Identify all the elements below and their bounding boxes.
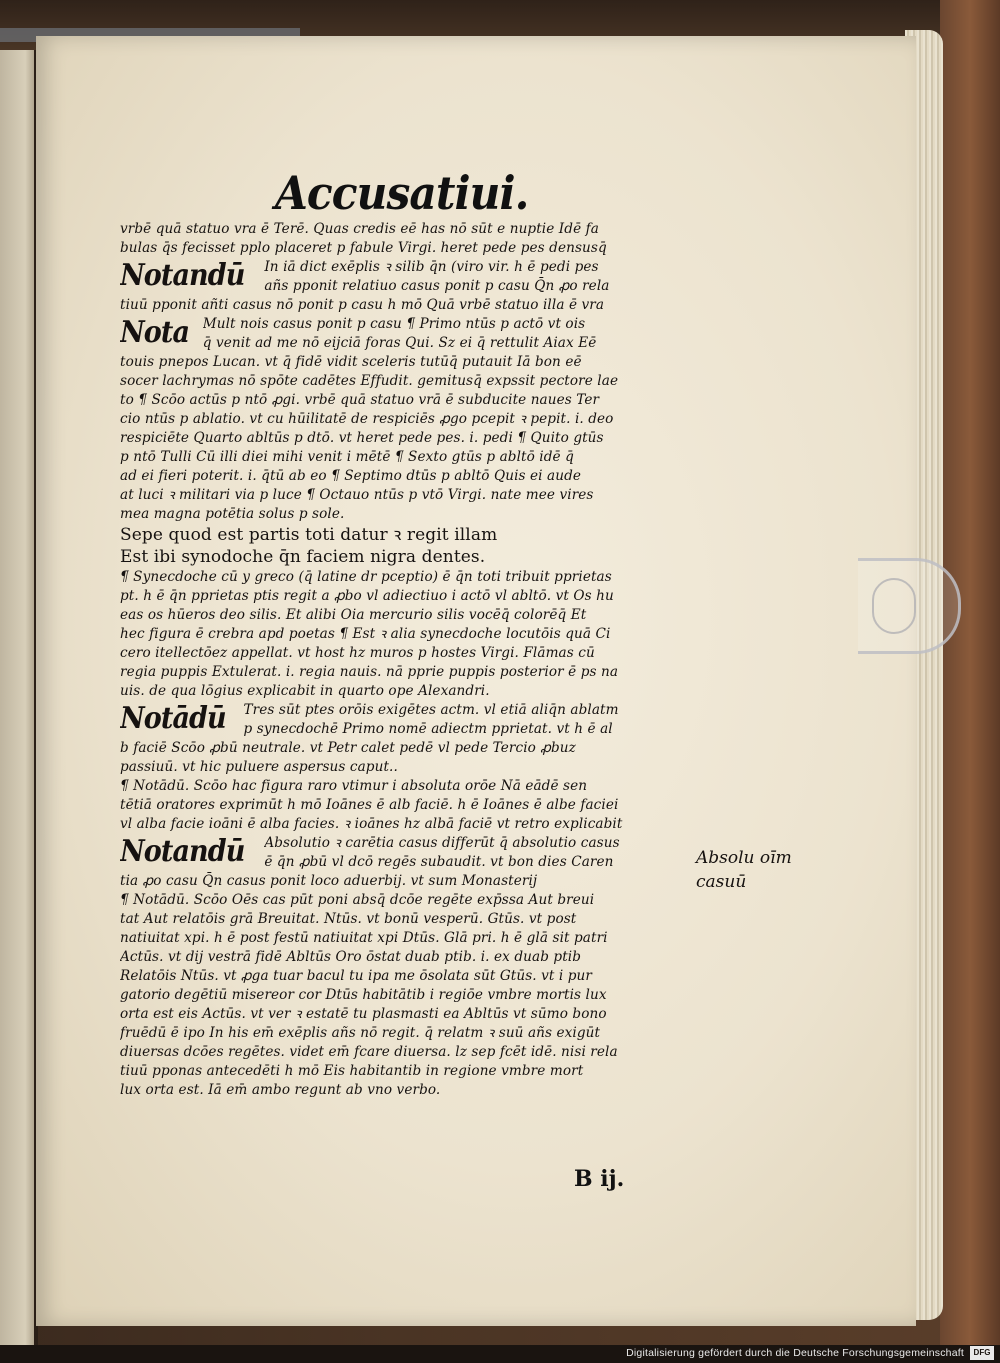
text-line: vl alba facie ioāni ē alba facies. ꝛ ioānes hz albā faciē vt retro explicabit (120, 816, 623, 832)
text-line: Actūs. vt dij vestrā fidē Abltūs Oro ōstat duab ptib. i. ex duab ptib (120, 949, 582, 965)
text-line: Tres sūt ptes orōis exigētes actm. vl etiā aliq̄n ablatm (243, 702, 619, 718)
text-line: diuersas dcōes regētes. videt em̄ fcare diuersa. lz sep fcēt idē. nisi rela (120, 1044, 618, 1060)
text-line: tat Aut relatōis grā Breuitat. Ntūs. vt bonū vesperū. Gtūs. vt post (120, 911, 577, 927)
text-line: Absolutio ꝛ carētia casus differūt q̄ absolutio casus (264, 835, 620, 851)
text-line: ē q̄n ꝓbū vl dcō regēs subaudit. vt bon dies Caren (264, 854, 614, 870)
signature-mark: B ij. (574, 1166, 625, 1192)
text-line: fruēdū ē ipo In his em̄ exēplis añs nō regit. q̄ relatm ꝛ suū añs exigūt (120, 1025, 601, 1041)
notandum-block-1 (120, 258, 720, 296)
text-line: q̄ venit ad me nō eijciā foras Qui. Sz ei q̄ rettulit Aiax Eē (202, 335, 597, 351)
text-line: cero itellectōez appellat. vt host hz muros p hostes Virgi. Flāmas cū (120, 645, 595, 661)
text-line: to ¶ Scōo actūs p ntō ꝓgi. vrbē quā statuo vrā ē subducite naues Ter (120, 392, 600, 408)
text-line: p ntō Tulli Cū illi diei mihi venit i mētē ¶ Sexto gtūs p abltō idē q̄ (120, 449, 574, 465)
verse-block (120, 524, 720, 568)
verse-line: Sepe quod est partis toti datur ꝛ regit illam (120, 525, 498, 545)
text-line: lux orta est. Iā em̄ ambo regunt ab vno verbo. (120, 1082, 441, 1098)
text-line: natiuitat xpi. h ē post festū natiuitat xpi Dtūs. Glā pri. h ē glā sit patri (120, 930, 608, 946)
notandum-initial: Notandū (120, 258, 245, 293)
text-line: tiuū pponas antecedēti h mō Eis habitantib in regione vmbre mort (120, 1063, 584, 1079)
nota-block (120, 315, 720, 353)
text-line: vrbē quā statuo vra ē Terē. Quas credis eē has nō sūt e nuptie Idē fa (120, 221, 599, 237)
text-line: gatorio degētiū misereor cor Dtūs habitātib i regiōe vmbre mortis lux (120, 987, 607, 1003)
paragraph-1 (120, 220, 720, 258)
paragraph-2 (120, 568, 720, 701)
book-cover-edge (940, 0, 1000, 1345)
text-line: Mult nois casus ponit p casu ¶ Primo ntūs p actō vt ois (202, 316, 586, 332)
text-line: tia ꝓo casu Q̄n casus ponit loco aduerbij. vt sum Monasterij (120, 873, 538, 889)
text-line: at luci ꝛ militari via p luce ¶ Octauo ntūs p vtō Virgi. nate mee vires (120, 487, 594, 503)
text-line: Relatōis Ntūs. vt ꝓga tuar bacul tu ipa me ōsolata sūt Gtūs. vt i pur (120, 968, 593, 984)
text-line: touis pnepos Lucan. vt q̄ fidē vidit sceleris tutūq̄ putauit Iā bon eē (120, 354, 582, 370)
text-line: ¶ Notādū. Scōo Oēs cas pūt poni absq̄ dcōe regēte exp̄ssa Aut breui (120, 892, 595, 908)
text-line: regia puppis Extulerat. i. regia nauis. nā pprie puppis posterior ē ps na (120, 664, 619, 680)
page-heading: Accusatiui. (275, 166, 529, 220)
paper-clip-inner-loop (872, 578, 916, 634)
text-line: socer lachrymas nō spōte cadētes Effudit. gemitusq̄ expssit pectore lae (120, 373, 619, 389)
facing-page-edge (0, 50, 36, 1345)
text-line: b faciē Scōo ꝓbū neutrale. vt Petr calet pedē vl pede Tercio ꝓbuz (120, 740, 576, 756)
text-line: ¶ Synecdoche cū y greco (q̄ latine dr pceptio) ē q̄n toti tribuit pprietas (120, 569, 612, 585)
notandum-initial: Notandū (120, 834, 245, 869)
text-line: añs pponit relatiuo casus ponit p casu Q̄n ꝓo rela (264, 278, 610, 294)
footer-credit: Digitalisierung gefördert durch die Deutsche Forschungsgemeinschaft (626, 1347, 964, 1359)
notandum-block-2 (120, 701, 720, 739)
text-line: ¶ Notādū. Scōo hac figura raro vtimur i absoluta orōe Nā eādē sen (120, 778, 588, 794)
nota-initial: Nota (120, 315, 190, 350)
notandum-initial: Notādū (120, 701, 226, 736)
verse-line: Est ibi synodoche q̄n faciem nigra dentes. (120, 547, 486, 567)
text-line: pt. h ē q̄n pprietas ptis regit a ꝓbo vl adiectiuo i actō vl abltō. vt Os hu (120, 588, 614, 604)
marginal-note-line: Absolu oīm (696, 848, 792, 868)
text-line: bulas q̄s fecisset pplo placeret p fabule Virgi. heret pede pes densusq̄ (120, 240, 607, 256)
text-line: eas os hūeros deo silis. Et alibi Oia mercurio silis vocēq̄ colorēq̄ Et (120, 607, 587, 623)
text-line: tiuū pponit añti casus nō ponit p casu h mō Quā vrbē statuo illa ē vra (120, 297, 605, 313)
text-line: ad ei fieri poterit. i. q̄tū ab eo ¶ Septimo dtūs p abltō Quis ei aude (120, 468, 582, 484)
text-line: tētiā oratores exprimūt h mō Ioānes ē alb faciē. h ē Ioānes ē albe faciei (120, 797, 619, 813)
text-line: mea magna potētia solus p sole. (120, 506, 345, 522)
notandum-block-3 (120, 834, 720, 872)
text-line: hec figura ē crebra apd poetas ¶ Est ꝛ alia synecdoche locutōis quā Ci (120, 626, 611, 642)
text-line: passiuū. vt hic puluere aspersus caput.. (120, 759, 398, 775)
marginal-note-line: casuū (696, 872, 747, 892)
text-line: In iā dict exēplis ꝛ silib q̄n (viro vir. h ē pedi pes (264, 259, 599, 275)
text-line: orta est eis Actūs. vt ver ꝛ estatē tu plasmasti ea Abltūs vt sūmo bono (120, 1006, 607, 1022)
text-line: p synecdochē Primo nomē adiectm pprietat. vt h ē al (243, 721, 613, 737)
text-line: uis. de qua lōgius explicabit in quarto ope Alexandri. (120, 683, 490, 699)
paragraph-3 (120, 777, 720, 834)
text-line: cio ntūs p ablatio. vt cu hūilitatē de respiciēs ꝓgo pcepit ꝛ pepit. i. deo (120, 411, 614, 427)
main-text-column (120, 220, 720, 1100)
text-line: respiciēte Quarto abltūs p dtō. vt heret pede pes. i. pedi ¶ Quito gtūs (120, 430, 604, 446)
dfg-logo: DFG (970, 1346, 994, 1360)
marginal-note (696, 846, 792, 894)
